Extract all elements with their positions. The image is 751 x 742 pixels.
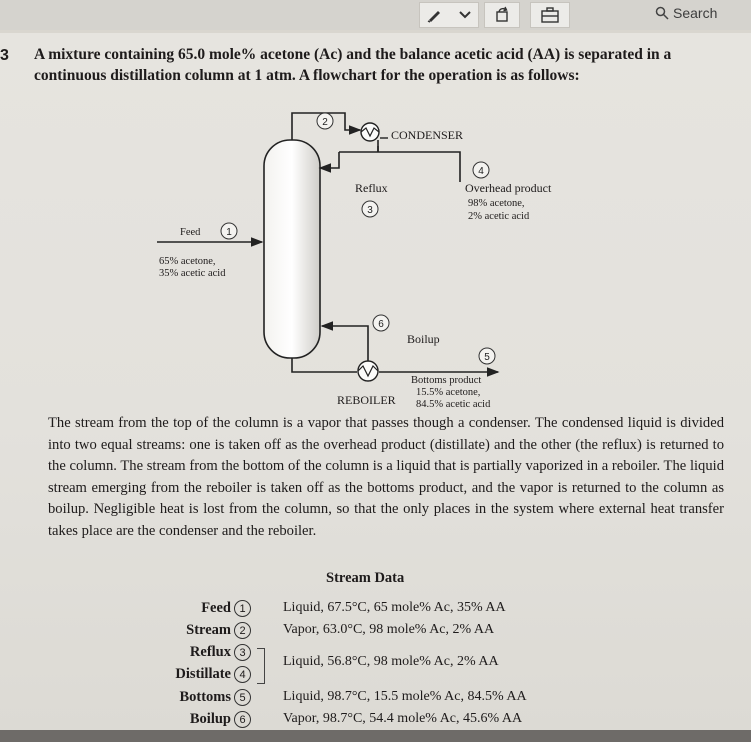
stream-6-marker	[373, 315, 389, 331]
overhead-label: Overhead product	[465, 181, 552, 195]
stream-row-value: Liquid, 67.5°C, 65 mole% Ac, 35% AA	[283, 600, 506, 615]
reboiler-label: REBOILER	[337, 393, 396, 407]
stream-row-value: Liquid, 98.7°C, 15.5 mole% Ac, 84.5% AA	[283, 689, 527, 704]
svg-text:5: 5	[484, 352, 490, 363]
stream-row-label: Boilup 6	[190, 711, 251, 728]
stream-4-marker	[473, 162, 489, 178]
stream-row-value: Vapor, 98.7°C, 54.4 mole% Ac, 45.6% AA	[283, 711, 523, 726]
svg-text:4: 4	[478, 166, 484, 177]
stream-3-marker	[362, 201, 378, 217]
feed-label: Feed	[180, 227, 201, 238]
page-bottom-edge	[0, 730, 751, 742]
feed-comp-1: 65% acetone,	[159, 256, 216, 267]
svg-text:3: 3	[367, 205, 373, 216]
stream-row-value: Liquid, 56.8°C, 98 mole% Ac, 2% AA	[283, 654, 499, 669]
svg-text:6: 6	[378, 319, 384, 330]
bottoms-comp-1: 15.5% acetone,	[416, 387, 481, 398]
stream-5-marker	[479, 348, 495, 364]
condenser-unit	[361, 123, 388, 141]
reflux-distillate-bracket	[257, 648, 265, 684]
stream-1-marker	[221, 223, 237, 239]
stream-row-label: Reflux 3	[190, 644, 251, 661]
search-label: Search	[673, 5, 718, 21]
stream-row-value: Vapor, 63.0°C, 98 mole% Ac, 2% AA	[283, 622, 495, 637]
question-text: A mixture containing 65.0 mole% acetone (Ac) and the balance acetic acid (AA) is separated in a continuous distillation column at 1 atm. A flowchart for the operation is as follows:	[34, 46, 672, 84]
bottoms-label: Bottoms product	[411, 375, 482, 386]
stream-row-label: Feed 1	[201, 600, 251, 617]
svg-text:1: 1	[226, 227, 232, 238]
question-number: 3	[0, 47, 9, 64]
boilup-label: Boilup	[407, 332, 440, 346]
condenser-label: CONDENSER	[391, 128, 464, 142]
distillation-column	[264, 140, 320, 358]
reflux-label: Reflux	[355, 181, 388, 195]
stream-row-label: Stream 2	[186, 622, 251, 639]
feed-comp-2: 35% acetic acid	[159, 268, 226, 279]
problem-description: The stream from the top of the column is a vapor that passes though a condenser. The condensed liquid is divided into two equal streams: one is taken off as the overhead product (distillate) and the other (the reflux) is returned to the column. The stream from the bottom of the column is a liquid that is partially vaporized in a reboiler. The liquid stream emerging from the reboiler is taken off as the bottoms product, and the vapor is returned to the column as boilup. Negligible heat is lost from the column, so that the only places in the system where external heat transfer takes place are the condenser and the reboiler.	[48, 415, 724, 539]
reboiler-unit	[358, 361, 378, 381]
bottoms-comp-2: 84.5% acetic acid	[416, 399, 491, 410]
overhead-comp-2: 2% acetic acid	[468, 211, 530, 222]
stream-2-marker	[317, 113, 333, 129]
stream-row-label: Distillate 4	[175, 666, 251, 683]
overhead-comp-1: 98% acetone,	[468, 198, 525, 209]
stream-data-title: Stream Data	[326, 570, 405, 586]
svg-text:2: 2	[322, 117, 328, 128]
stream-row-label: Bottoms 5	[179, 689, 251, 706]
